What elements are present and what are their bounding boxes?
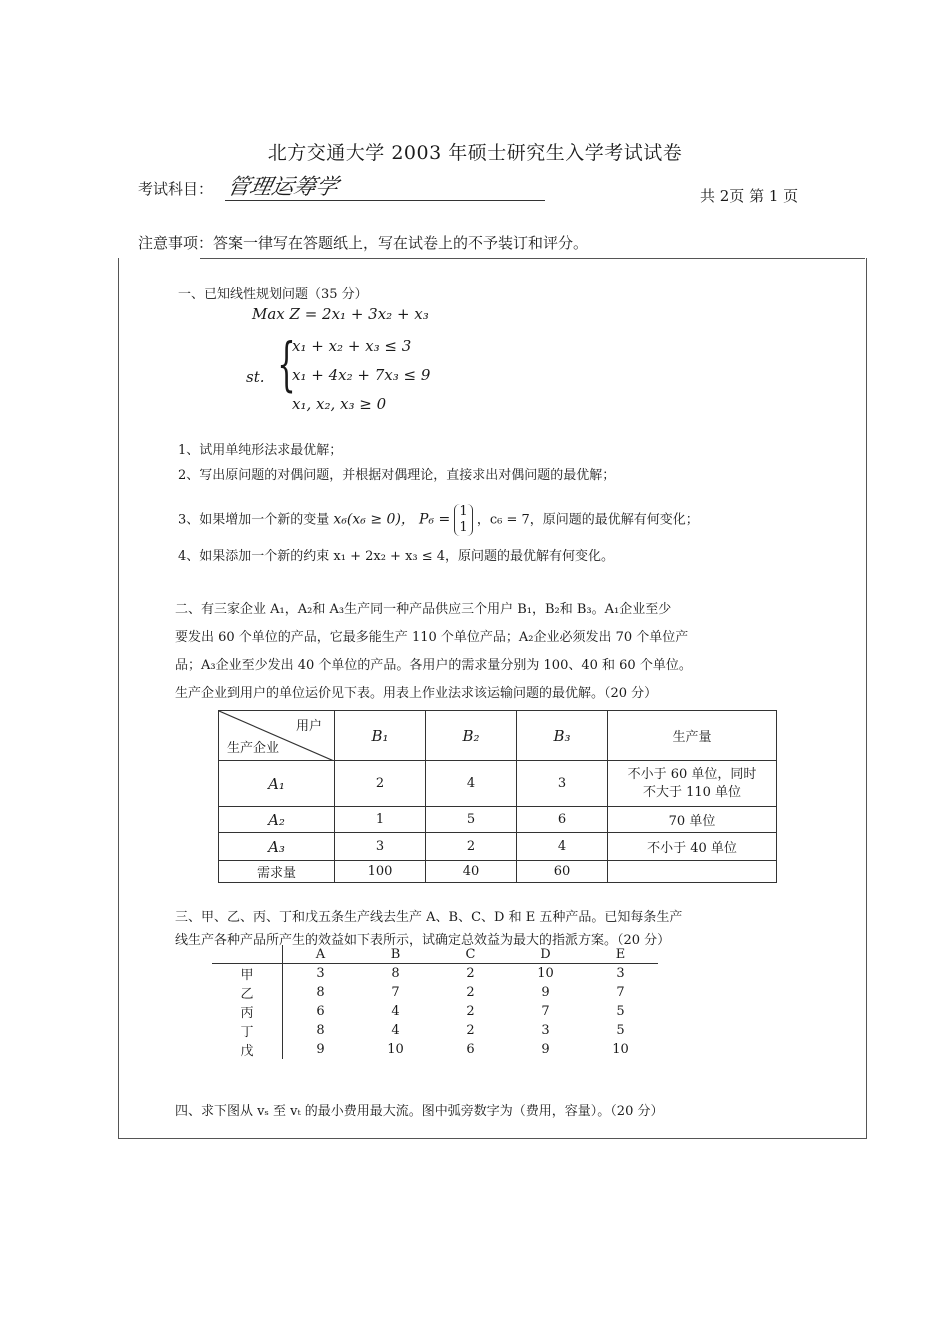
q1-brace: {	[277, 330, 296, 398]
table-cell: 4	[391, 1004, 400, 1019]
table-cell: 7	[616, 985, 625, 1000]
table-cell: 3	[335, 833, 426, 861]
supply-cell: 不小于 40 单位	[608, 833, 777, 861]
table-cell: 6	[316, 1004, 325, 1019]
table-cell: 3	[616, 966, 625, 981]
q1-constraint-1: x₁ + x₂ + x₃ ≤ 3	[292, 337, 412, 355]
supply-cell: 不小于 60 单位，同时不大于 110 单位	[608, 761, 777, 807]
table-cell: 6	[466, 1042, 475, 1057]
row-name: 丁	[212, 1021, 283, 1040]
col-header: E	[583, 945, 658, 964]
table-cell: 8	[316, 985, 325, 1000]
table-cell: 3	[541, 1023, 550, 1038]
col-header: D	[508, 945, 583, 964]
assignment-table	[212, 945, 658, 1059]
header-b1: B₁	[335, 711, 426, 761]
table-cell: 7	[391, 985, 400, 1000]
table-cell: 10	[387, 1042, 404, 1057]
col-header: B	[358, 945, 433, 964]
table-cell: 5	[426, 807, 517, 833]
table-corner	[212, 945, 283, 964]
q1-item-4: 4、如果添加一个新的约束 x₁ + 2x₂ + x₃ ≤ 4，原问题的最优解有何变化。	[178, 549, 615, 564]
table-cell: 2	[466, 966, 475, 981]
demand-cell: 60	[517, 861, 608, 883]
subject-label: 考试科目：	[138, 180, 214, 198]
q2-line-1: 二、有三家企业 A₁，A₂和 A₃生产同一种产品供应三个用户 B₁，B₂和 B₃。A₁企业至少	[175, 602, 672, 617]
q1-constraint-2: x₁ + 4x₂ + 7x₃ ≤ 9	[292, 366, 431, 384]
header-b3: B₃	[517, 711, 608, 761]
table-cell: 5	[616, 1023, 625, 1038]
q1-st-label: st.	[246, 368, 265, 386]
page-count: 共 2页 第 1 页	[700, 187, 799, 205]
col-header: A	[283, 945, 359, 964]
header-b2: B₂	[426, 711, 517, 761]
table-cell: 4	[517, 833, 608, 861]
row-name: 丙	[212, 1002, 283, 1021]
table-cell: 8	[316, 1023, 325, 1038]
q2-line-3: 品；A₃企业至少发出 40 个单位的产品。各用户的需求量分别为 100、40 和 60 个单位。	[175, 658, 692, 673]
q3-line-2: 线生产各种产品所产生的效益如下表所示，试确定总效益为最大的指派方案。（20 分）	[175, 933, 671, 948]
table-cell: 9	[541, 985, 550, 1000]
row-name: A₃	[219, 833, 335, 861]
table-cell: 3	[316, 966, 325, 981]
q1-item-2: 2、写出原问题的对偶问题，并根据对偶理论，直接求出对偶问题的最优解；	[178, 468, 616, 483]
q1-constraint-3: x₁, x₂, x₃ ≥ 0	[292, 395, 387, 413]
row-name: A₂	[219, 807, 335, 833]
table-cell: 3	[517, 761, 608, 807]
table-cell: 7	[541, 1004, 550, 1019]
q1-item-3: 3、如果增加一个新的变量 x₆(x₆ ≥ 0)， P₆ = 1 1 ，c₆ = 7，原问题的最优解有何变化；	[178, 504, 699, 535]
col-header: C	[433, 945, 508, 964]
row-name: 乙	[212, 983, 283, 1002]
table-cell: 1	[335, 807, 426, 833]
header-supply: 生产量	[608, 711, 777, 761]
demand-label: 需求量	[219, 861, 335, 883]
q1-item-1: 1、试用单纯形法求最优解；	[178, 443, 343, 458]
demand-cell: 100	[335, 861, 426, 883]
table-cell: 6	[517, 807, 608, 833]
row-name: 戊	[212, 1040, 283, 1059]
corner-bottom-label: 生产企业	[227, 741, 280, 756]
q2-line-4: 生产企业到用户的单位运价见下表。用表上作业法求该运输问题的最优解。（20 分）	[175, 686, 658, 701]
q1-heading: 一、已知线性规划问题（35 分）	[178, 287, 368, 302]
q1-objective: Max Z = 2x₁ + 3x₂ + x₃	[252, 305, 429, 323]
table-cell: 4	[391, 1023, 400, 1038]
table-cell: 9	[316, 1042, 325, 1057]
q2-line-2: 要发出 60 个单位的产品，它最多能生产 110 个单位产品；A₂企业必须发出 70 个单位产	[175, 630, 689, 645]
transport-table	[218, 710, 777, 883]
row-name: A₁	[219, 761, 335, 807]
table-cell: 5	[616, 1004, 625, 1019]
demand-cell: 40	[426, 861, 517, 883]
corner-top-label: 用户	[295, 719, 322, 734]
p6-vector: 1 1	[454, 504, 472, 536]
subject-underline	[225, 200, 545, 201]
q4-text: 四、求下图从 vₛ 至 vₜ 的最小费用最大流。图中弧旁数字为（费用，容量）。（20 分）	[175, 1104, 664, 1119]
table-cell: 10	[612, 1042, 629, 1057]
table-cell: 4	[426, 761, 517, 807]
q3-line-1: 三、甲、乙、丙、丁和戊五条生产线去生产 A、B、C、D 和 E 五种产品。已知每条生产	[175, 910, 683, 925]
answer-frame-top	[200, 258, 865, 259]
table-cell: 9	[541, 1042, 550, 1057]
table-cell: 2	[335, 761, 426, 807]
row-name: 甲	[212, 964, 283, 984]
table-cell: 8	[391, 966, 400, 981]
table-cell: 2	[466, 985, 475, 1000]
subject-handwritten: 管理运筹学	[224, 175, 341, 200]
table-cell: 2	[466, 1023, 475, 1038]
supply-cell: 70 单位	[608, 807, 777, 833]
table-cell: 2	[426, 833, 517, 861]
corner-cell	[219, 711, 335, 761]
notice: 注意事项：答案一律写在答题纸上，写在试卷上的不予装订和评分。	[138, 234, 589, 252]
table-cell: 2	[466, 1004, 475, 1019]
table-cell: 10	[537, 966, 554, 981]
demand-cell	[608, 861, 777, 883]
exam-title: 北方交通大学 2003 年硕士研究生入学考试试卷	[267, 142, 683, 164]
